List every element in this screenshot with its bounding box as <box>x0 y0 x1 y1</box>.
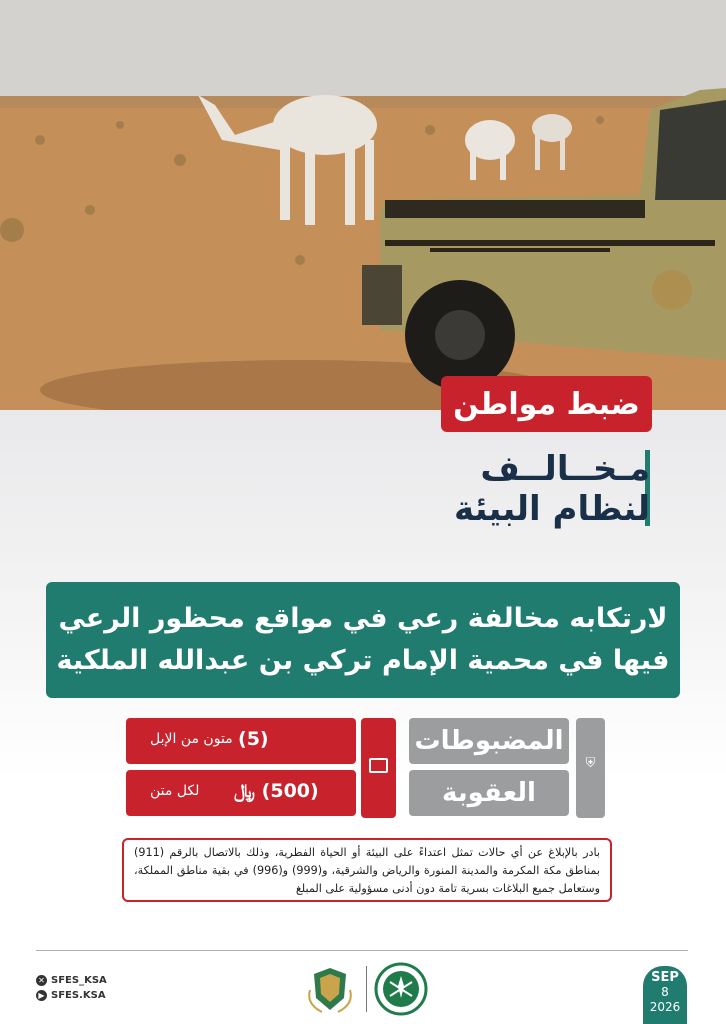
social-x[interactable] <box>36 975 107 986</box>
headline-tag: ضبط مواطن <box>441 376 652 432</box>
report-notice: بادر بالإبلاغ عن أي حالات تمثل اعتداءً على البيئة أو الحياة الفطرية، وذلك بالاتصال بالرقم (911) بمناطق مكة المكرمة والمدينة المنورة والرياض والشرقية، و(999) و(996) في بقية مناطق المملكة، وستعامل جميع البلاغات بسرية تامة دون أدنى مسؤولية على المبلغ <box>122 838 612 902</box>
date-badge <box>643 966 687 1024</box>
seized-label: المضبوطات <box>409 718 569 764</box>
violation-description <box>46 582 680 698</box>
ministry-emblem <box>302 964 358 1016</box>
penalty-value: (500) ﷼ <box>234 780 319 802</box>
hero-photo <box>0 0 726 410</box>
date-year: 2026 <box>649 1000 681 1014</box>
social-youtube[interactable] <box>36 990 106 1001</box>
shield-icon: ⛨ <box>585 756 596 771</box>
x-handle: SFES_KSA <box>51 975 107 986</box>
logo-divider <box>366 966 367 1012</box>
description-line-2: فيها في محمية الإمام تركي بن عبدالله الملكية <box>56 645 670 676</box>
title-line-2: لنظام البيئة <box>454 489 650 529</box>
violation-title <box>350 450 650 530</box>
penalty-value-pill <box>126 770 356 816</box>
penalty-unit: لكل متن <box>150 783 200 799</box>
x-icon: ✕ <box>36 975 47 986</box>
youtube-icon: ▶ <box>36 990 47 1001</box>
footer-divider <box>36 950 688 951</box>
money-icon <box>369 758 388 773</box>
saudi-emblem <box>374 962 428 1016</box>
desert-scene <box>0 0 726 410</box>
date-month: SEP <box>651 970 679 985</box>
seized-value-pill <box>126 718 356 764</box>
date-day: 8 <box>661 985 669 999</box>
category-strip <box>576 718 605 818</box>
penalty-label: العقوبة <box>409 770 569 816</box>
seized-value: (5) <box>238 728 269 750</box>
seized-unit: متون من الإبل <box>150 731 233 747</box>
title-line-1: مـخــالــف <box>480 449 650 489</box>
value-strip <box>361 718 396 818</box>
description-line-1: لارتكابه مخالفة رعي في مواقع محظور الرعي <box>58 603 668 634</box>
youtube-handle: SFES.KSA <box>51 990 106 1001</box>
